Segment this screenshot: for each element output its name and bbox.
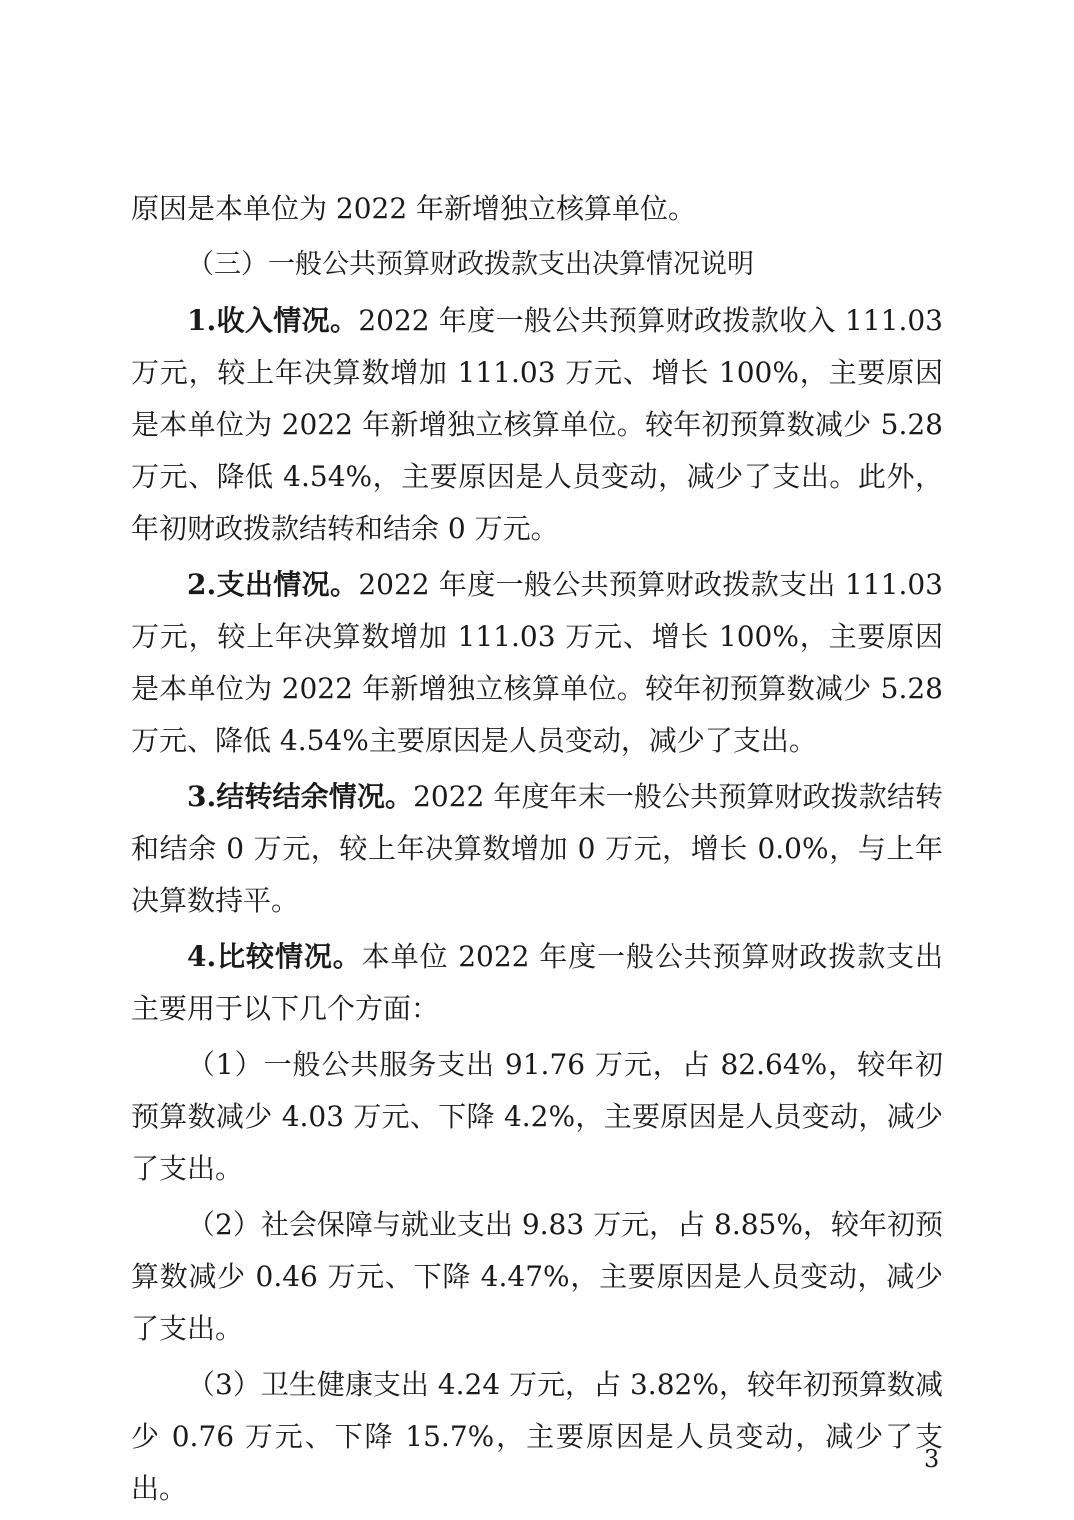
paragraph-income [131, 295, 943, 555]
paragraph-text: 2022 年度一般公共预算财政拨款收入 111.03 万元，较上年决算数增加 111.03 万元、增长 100%，主要原因是本单位为 2022 年新增独立核算单位。较年初预算数减少 5.28 万元、降低 4.54%，主要原因是人员变动，减少了支出。此外，年初财政拨款结转和结余 0 万元。 [131, 304, 943, 545]
list-item-social-security [131, 1199, 943, 1355]
paragraph-text: 2022 年度一般公共预算财政拨款支出 111.03 万元，较上年决算数增加 111.03 万元、增长 100%，主要原因是本单位为 2022 年新增独立核算单位。较年初预算数减少 5.28 万元、降低 4.54%主要原因是人员变动，减少了支出。 [131, 568, 943, 757]
paragraph-text: （3）卫生健康支出 4.24 万元，占 3.82%，较年初预算数减少 0.76 万元、下降 15.7%，主要原因是人员变动，减少了支出。 [131, 1368, 943, 1505]
page-number: 3 [924, 1445, 940, 1473]
paragraph-carryover [131, 771, 943, 927]
paragraph-lead: 1.收入情况。 [187, 304, 359, 337]
paragraph-comparison [131, 931, 943, 1035]
paragraph-continuation [131, 183, 943, 235]
document-body [131, 183, 943, 1519]
paragraph-lead: 2.支出情况。 [187, 568, 359, 601]
paragraph-text: （2）社会保障与就业支出 9.83 万元，占 8.85%，较年初预算数减少 0.46 万元、下降 4.47%，主要原因是人员变动，减少了支出。 [131, 1208, 943, 1345]
paragraph-text: 原因是本单位为 2022 年新增独立核算单位。 [131, 192, 697, 225]
paragraph-text: 2022 年度年末一般公共预算财政拨款结转和结余 0 万元，较上年决算数增加 0 万元，增长 0.0%，与上年决算数持平。 [131, 780, 943, 917]
paragraph-expenditure [131, 559, 943, 767]
list-item-health [131, 1359, 943, 1515]
paragraph-text: （1）一般公共服务支出 91.76 万元，占 82.64%，较年初预算数减少 4.03 万元、下降 4.2%，主要原因是人员变动，减少了支出。 [131, 1048, 943, 1185]
section-heading-text: （三）一般公共预算财政拨款支出决算情况说明 [187, 249, 754, 280]
list-item-general-public-services [131, 1039, 943, 1195]
paragraph-text: 本单位 2022 年度一般公共预算财政拨款支出主要用于以下几个方面： [131, 940, 944, 1025]
paragraph-lead: 3.结转结余情况。 [187, 780, 414, 813]
section-heading [131, 239, 943, 291]
paragraph-lead: 4.比较情况。 [187, 940, 362, 973]
